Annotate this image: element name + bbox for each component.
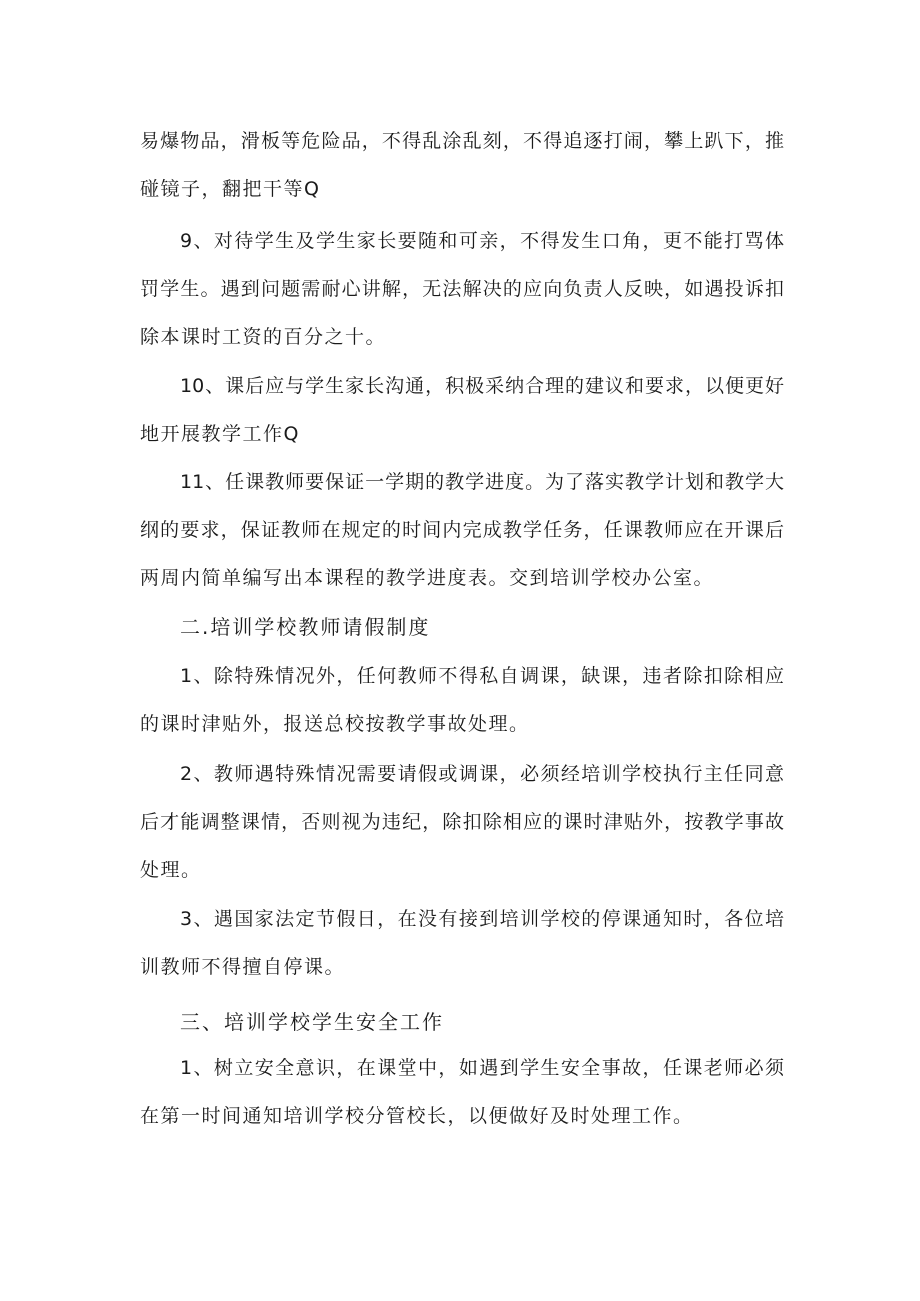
- text-line: 处理。: [140, 859, 202, 881]
- text-line: 地开展教学工作Q: [140, 423, 300, 445]
- text-line: 训教师不得擅自停课。: [140, 956, 346, 978]
- text-line: 3、遇国家法定节假日，在没有接到培训学校的停课通知时，各位培: [180, 908, 784, 930]
- section-heading: 二.培训学校教师请假制度: [180, 615, 431, 639]
- text-line: 10、课后应与学生家长沟通，积极采纳合理的建议和要求，以便更好: [180, 375, 784, 397]
- text-line: 1、除特殊情况外，任何教师不得私自调课，缺课，违者除扣除相应: [180, 665, 784, 687]
- text-line: 罚学生。遇到问题需耐心讲解，无法解决的应向负责人反映，如遇投诉扣: [140, 278, 784, 300]
- text-line: 碰镜子，翻把干等Q: [140, 178, 321, 200]
- text-line: 后才能调整课情，否则视为违纪，除扣除相应的课时津贴外，按教学事故: [140, 811, 784, 833]
- text-line: 11、任课教师要保证一学期的教学进度。为了落实教学计划和教学大: [180, 471, 784, 493]
- text-line: 1、树立安全意识，在课堂中，如遇到学生安全事故，任课老师必须: [180, 1057, 784, 1079]
- section-heading: 三、培训学校学生安全工作: [180, 1010, 444, 1034]
- text-line: 2、教师遇特殊情况需要请假或调课，必须经培训学校执行主任同意: [180, 763, 784, 785]
- text-line: 纲的要求，保证教师在规定的时间内完成教学任务，任课教师应在开课后: [140, 519, 784, 541]
- text-line: 的课时津贴外，报送总校按教学事故处理。: [140, 713, 530, 735]
- text-line: 除本课时工资的百分之十。: [140, 326, 387, 348]
- text-line: 9、对待学生及学生家长要随和可亲，不得发生口角，更不能打骂体: [180, 230, 784, 252]
- text-line: 两周内简单编写出本课程的教学进度表。交到培训学校办公室。: [140, 567, 715, 589]
- text-line: 在第一时间通知培训学校分管校长，以便做好及时处理工作。: [140, 1105, 694, 1127]
- text-line: 易爆物品，滑板等危险品，不得乱涂乱刻，不得追逐打闹，攀上趴下，推: [140, 130, 784, 152]
